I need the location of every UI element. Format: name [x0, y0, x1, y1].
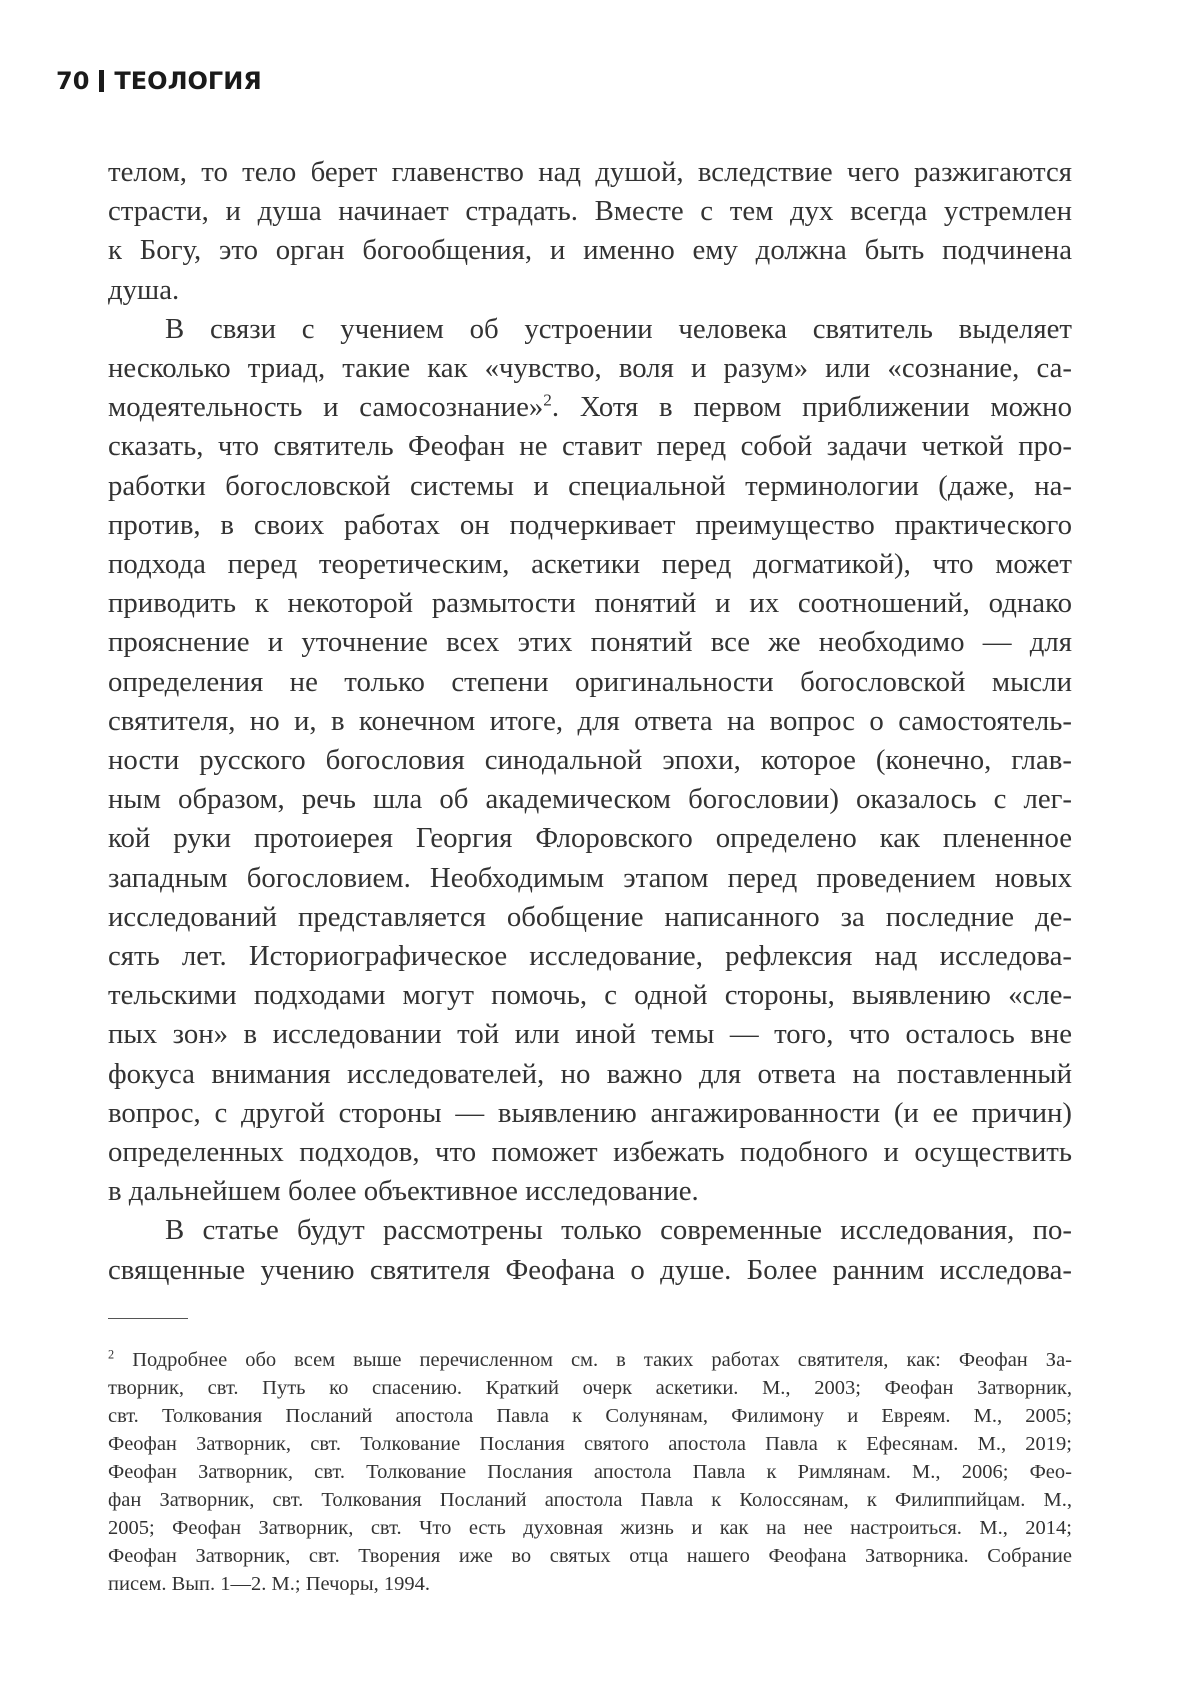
footnote-line: 2005; Феофан Затворник, свт. Что есть духовная жизнь и как на нее настроиться. М., 2014; — [108, 1517, 1072, 1539]
text-line: работки богословской системы и специальной терминологии (даже, на- — [108, 469, 1072, 502]
text-line-with-footnote-ref — [108, 388, 1072, 427]
footnote-line: Феофан Затворник, свт. Толкование Послания святого апостола Павла к Ефесянам. М., 2019; — [108, 1433, 1072, 1455]
text-line: сказать, что святитель Феофан не ставит перед собой задачи четкой про- — [108, 430, 1072, 463]
footnote-marker: 2 — [108, 1347, 115, 1362]
footnote-block — [108, 1346, 1072, 1598]
footnote-line — [108, 1346, 1072, 1374]
footnote-line: свт. Толкования Посланий апостола Павла к Солунянам, Филимону и Евреям. М., 2005; — [108, 1405, 1072, 1427]
text-line: прояснение и уточнение всех этих понятий все же необходимо — для — [108, 626, 1072, 659]
text-line: вопрос, с другой стороны — выявлению ангажированности (и ее причин) — [108, 1096, 1072, 1129]
text-line: в дальнейшем более объективное исследование. — [108, 1175, 699, 1208]
footnote-line: Феофан Затворник, свт. Толкование Послания апостола Павла к Римлянам. М., 2006; Фео- — [108, 1461, 1072, 1483]
text-line: несколько триад, такие как «чувство, воля и разум» или «сознание, са- — [108, 352, 1072, 385]
text-line: В связи с учением об устроении человека святитель выделяет — [165, 312, 1072, 345]
page-number: 70 — [56, 67, 90, 95]
text-line: определенных подходов, что поможет избежать подобного и осуществить — [108, 1136, 1072, 1169]
text-line: ным образом, речь шла об академическом богословии) оказалось с лег- — [108, 783, 1072, 816]
text-line: к Богу, это орган богообщения, и именно ему должна быть подчинена — [108, 234, 1072, 267]
text-line: ности русского богословия синодальной эпохи, которое (конечно, глав- — [108, 744, 1072, 777]
text-segment: . Хотя в первом приближении можно — [551, 391, 1072, 424]
text-line: пых зон» в исследовании той или иной темы — того, что осталось вне — [108, 1018, 1072, 1051]
footnote-line: фан Затворник, свт. Толкования Посланий апостола Павла к Колоссянам, к Филиппийцам. М., — [108, 1489, 1072, 1511]
section-title: ТЕОЛОГИЯ — [114, 67, 262, 95]
text-line: тельскими подходами могут помочь, с одной стороны, выявлению «сле- — [108, 979, 1072, 1012]
text-line: душа. — [108, 273, 180, 306]
footnote-line: писем. Вып. 1—2. М.; Печоры, 1994. — [108, 1573, 431, 1595]
text-line: телом, то тело берет главенство над душой, вследствие чего разжигаются — [108, 156, 1072, 188]
text-segment: Подробнее обо всем выше перечисленном см. в таких работах святителя, как: Феофан За- — [132, 1349, 1072, 1371]
text-line: против, в своих работах он подчеркивает преимущество практического — [108, 508, 1072, 541]
text-line: приводить к некоторой размытости понятий и их соотношений, однако — [108, 587, 1072, 620]
text-line: святителя, но и, в конечном итоге, для ответа на вопрос о самостоятель- — [108, 704, 1072, 737]
text-line: определения не только степени оригинальности богословской мысли — [108, 665, 1072, 698]
text-line: западным богословием. Необходимым этапом перед проведением новых — [108, 861, 1072, 894]
text-line: кой руки протоиерея Георгия Флоровского определено как плененное — [108, 822, 1072, 855]
footnote-line: творник, свт. Путь ко спасению. Краткий очерк аскетики. М., 2003; Феофан Затворник, — [108, 1377, 1072, 1399]
text-line: подхода перед теоретическим, аскетики перед догматикой), что может — [108, 548, 1072, 581]
text-line: фокуса внимания исследователей, но важно для ответа на поставленный — [108, 1057, 1072, 1090]
text-line: В статье будут рассмотрены только современные исследования, по- — [165, 1214, 1072, 1247]
footnote-reference[interactable]: 2 — [543, 390, 552, 410]
running-header — [56, 66, 262, 96]
main-text — [108, 153, 1072, 1290]
footnote-line: Феофан Затворник, свт. Творения иже во святых отца нашего Феофана Затворника. Собрание — [108, 1545, 1072, 1567]
footnote-divider — [108, 1318, 188, 1319]
text-line: исследований представляется обобщение написанного за последние де- — [108, 900, 1072, 933]
text-line: страсти, и душа начинает страдать. Вместе с тем дух всегда устремлен — [108, 195, 1072, 228]
text-line: сять лет. Историографическое исследование, рефлексия над исследова- — [108, 940, 1072, 973]
header-separator-bar — [99, 70, 104, 92]
text-line: священные учению святителя Феофана о душе. Более ранним исследова- — [108, 1253, 1072, 1286]
text-segment: модеятельность и самосознание» — [108, 391, 544, 424]
